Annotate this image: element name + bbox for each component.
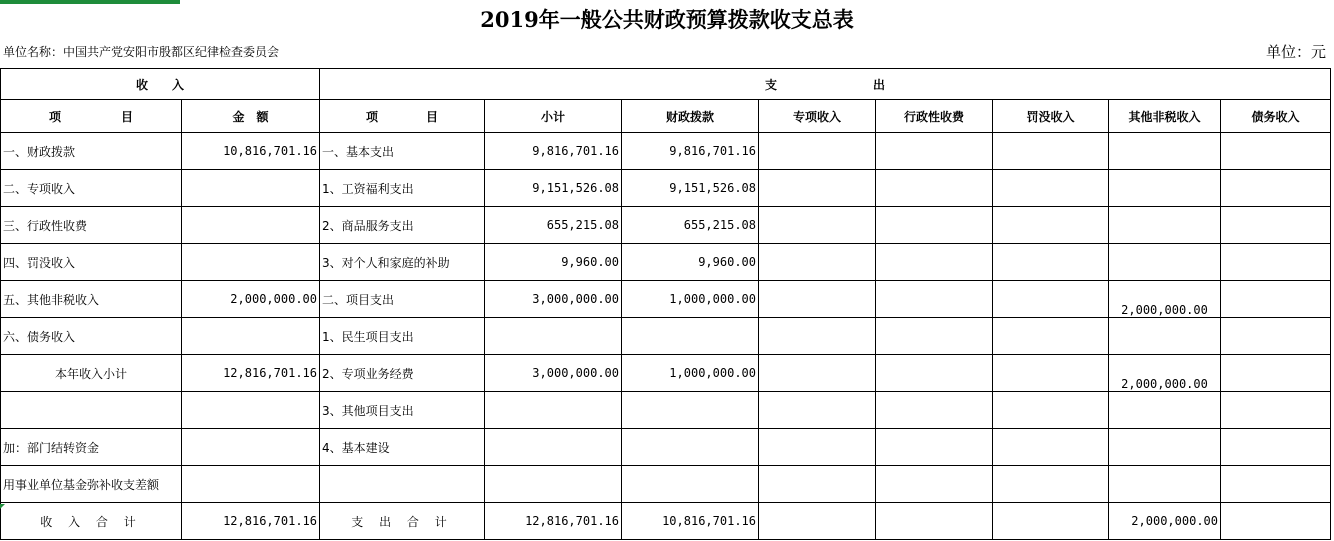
- table-row: [1, 170, 1331, 207]
- fiscal-cell[interactable]: [622, 318, 759, 355]
- nontax-income-cell[interactable]: 2,000,000.00: [1109, 355, 1221, 392]
- subtotal-total-cell[interactable]: 12,816,701.16: [485, 503, 622, 540]
- fine-income-total-cell[interactable]: [993, 503, 1109, 540]
- fine-income-header[interactable]: 罚没收入: [993, 100, 1109, 133]
- fiscal-cell[interactable]: 655,215.08: [622, 207, 759, 244]
- debt-income-cell[interactable]: [1221, 355, 1331, 392]
- expense-total-label[interactable]: 支 出 合 计: [320, 503, 485, 540]
- special-income-total-cell[interactable]: [759, 503, 876, 540]
- nontax-income-cell[interactable]: [1109, 392, 1221, 429]
- income-header[interactable]: 收 入: [1, 69, 320, 100]
- expense-item-cell[interactable]: 1、民生项目支出: [320, 318, 485, 355]
- expense-item-cell[interactable]: 3、其他项目支出: [320, 392, 485, 429]
- income-item-cell[interactable]: 二、专项收入: [1, 170, 182, 207]
- special-income-cell[interactable]: [759, 429, 876, 466]
- nontax-income-cell[interactable]: [1109, 170, 1221, 207]
- header-row-2: [1, 100, 1331, 133]
- income-amount-cell[interactable]: [182, 244, 320, 281]
- income-amount-cell[interactable]: [182, 207, 320, 244]
- table-row: [1, 244, 1331, 281]
- subtotal-cell[interactable]: 9,960.00: [485, 244, 622, 281]
- subtotal-cell[interactable]: [485, 429, 622, 466]
- expense-item-cell[interactable]: 2、商品服务支出: [320, 207, 485, 244]
- fiscal-total-cell[interactable]: 10,816,701.16: [622, 503, 759, 540]
- total-row: [1, 503, 1331, 540]
- table-row: [1, 281, 1331, 318]
- income-item-cell[interactable]: 用事业单位基金弥补收支差额: [1, 466, 182, 503]
- table-row: [1, 466, 1331, 503]
- income-item-cell[interactable]: 五、其他非税收入: [1, 281, 182, 318]
- fine-income-cell[interactable]: [993, 133, 1109, 170]
- fine-income-cell[interactable]: [993, 244, 1109, 281]
- debt-income-cell[interactable]: [1221, 133, 1331, 170]
- header-row-1: [1, 69, 1331, 100]
- fiscal-cell[interactable]: 9,960.00: [622, 244, 759, 281]
- special-income-cell[interactable]: [759, 244, 876, 281]
- subtotal-cell[interactable]: 9,816,701.16: [485, 133, 622, 170]
- income-amount-cell[interactable]: [182, 318, 320, 355]
- income-amount-cell[interactable]: [182, 170, 320, 207]
- expense-item-cell[interactable]: 二、项目支出: [320, 281, 485, 318]
- expense-header[interactable]: 支 出: [320, 69, 1331, 100]
- fine-income-cell[interactable]: [993, 355, 1109, 392]
- fiscal-cell[interactable]: 1,000,000.00: [622, 355, 759, 392]
- debt-income-header[interactable]: 债务收入: [1221, 100, 1331, 133]
- table-row: [1, 133, 1331, 170]
- fine-income-cell[interactable]: [993, 466, 1109, 503]
- subtotal-cell[interactable]: 3,000,000.00: [485, 355, 622, 392]
- income-item-cell[interactable]: 三、行政性收费: [1, 207, 182, 244]
- fiscal-cell[interactable]: [622, 466, 759, 503]
- nontax-income-cell[interactable]: [1109, 429, 1221, 466]
- admin-fee-cell[interactable]: [876, 466, 993, 503]
- income-amount-cell[interactable]: [182, 392, 320, 429]
- admin-fee-cell[interactable]: [876, 170, 993, 207]
- nontax-income-header[interactable]: 其他非税收入: [1109, 100, 1221, 133]
- income-total-label[interactable]: 收 入 合 计: [1, 503, 182, 540]
- special-income-cell[interactable]: [759, 170, 876, 207]
- special-income-cell[interactable]: [759, 281, 876, 318]
- table-row: [1, 318, 1331, 355]
- special-income-cell[interactable]: [759, 318, 876, 355]
- income-item-cell[interactable]: [1, 392, 182, 429]
- admin-fee-total-cell[interactable]: [876, 503, 993, 540]
- admin-fee-cell[interactable]: [876, 207, 993, 244]
- special-income-cell[interactable]: [759, 355, 876, 392]
- row-selection-marker: [0, 504, 5, 509]
- fine-income-cell[interactable]: [993, 207, 1109, 244]
- subtotal-cell[interactable]: 3,000,000.00: [485, 281, 622, 318]
- budget-summary-table: [0, 68, 1331, 540]
- nontax-income-cell[interactable]: 2,000,000.00: [1109, 281, 1221, 318]
- special-income-cell[interactable]: [759, 207, 876, 244]
- income-item-header[interactable]: 项 目: [1, 100, 182, 133]
- income-amount-cell[interactable]: [182, 466, 320, 503]
- fine-income-cell[interactable]: [993, 170, 1109, 207]
- fiscal-cell[interactable]: 1,000,000.00: [622, 281, 759, 318]
- fiscal-cell[interactable]: 9,151,526.08: [622, 170, 759, 207]
- admin-fee-cell[interactable]: [876, 244, 993, 281]
- income-item-cell[interactable]: 加：部门结转资金: [1, 429, 182, 466]
- table-row: [1, 355, 1331, 392]
- nontax-income-cell[interactable]: [1109, 466, 1221, 503]
- nontax-income-cell[interactable]: [1109, 318, 1221, 355]
- special-income-cell[interactable]: [759, 466, 876, 503]
- debt-income-cell[interactable]: [1221, 318, 1331, 355]
- subtotal-header[interactable]: 小计: [485, 100, 622, 133]
- unit-name-label: 单位名称：中国共产党安阳市殷都区纪律检查委员会: [3, 45, 280, 59]
- table-row: [1, 207, 1331, 244]
- income-total-amount[interactable]: 12,816,701.16: [182, 503, 320, 540]
- nontax-income-cell[interactable]: [1109, 207, 1221, 244]
- fiscal-header[interactable]: 财政拨款: [622, 100, 759, 133]
- debt-income-total-cell[interactable]: [1221, 503, 1331, 540]
- income-amount-cell[interactable]: 2,000,000.00: [182, 281, 320, 318]
- debt-income-cell[interactable]: [1221, 207, 1331, 244]
- table-row: [1, 429, 1331, 466]
- expense-item-cell[interactable]: 2、专项业务经费: [320, 355, 485, 392]
- unit-measure-label: 单位：元: [1265, 43, 1326, 61]
- income-item-cell[interactable]: 四、罚没收入: [1, 244, 182, 281]
- admin-fee-cell[interactable]: [876, 392, 993, 429]
- debt-income-cell[interactable]: [1221, 429, 1331, 466]
- fiscal-cell[interactable]: [622, 429, 759, 466]
- expense-item-cell[interactable]: 3、对个人和家庭的补助: [320, 244, 485, 281]
- table-row: [1, 392, 1331, 429]
- sheet-selection-indicator: [0, 0, 180, 4]
- subtotal-cell[interactable]: [485, 392, 622, 429]
- special-income-cell[interactable]: [759, 392, 876, 429]
- expense-item-cell[interactable]: 4、基本建设: [320, 429, 485, 466]
- expense-item-cell[interactable]: 一、基本支出: [320, 133, 485, 170]
- expense-item-cell[interactable]: 1、工资福利支出: [320, 170, 485, 207]
- expense-item-cell[interactable]: [320, 466, 485, 503]
- subtotal-cell[interactable]: 9,151,526.08: [485, 170, 622, 207]
- income-item-cell[interactable]: 本年收入小计: [1, 355, 182, 392]
- fine-income-cell[interactable]: [993, 392, 1109, 429]
- debt-income-cell[interactable]: [1221, 466, 1331, 503]
- admin-fee-cell[interactable]: [876, 355, 993, 392]
- admin-fee-header[interactable]: 行政性收费: [876, 100, 993, 133]
- admin-fee-cell[interactable]: [876, 281, 993, 318]
- fine-income-cell[interactable]: [993, 429, 1109, 466]
- income-item-cell[interactable]: 一、财政拨款: [1, 133, 182, 170]
- debt-income-cell[interactable]: [1221, 392, 1331, 429]
- subtotal-cell[interactable]: 655,215.08: [485, 207, 622, 244]
- income-item-cell[interactable]: 六、债务收入: [1, 318, 182, 355]
- debt-income-cell[interactable]: [1221, 244, 1331, 281]
- debt-income-cell[interactable]: [1221, 170, 1331, 207]
- nontax-income-cell[interactable]: [1109, 244, 1221, 281]
- income-amount-cell[interactable]: [182, 429, 320, 466]
- admin-fee-cell[interactable]: [876, 133, 993, 170]
- income-amount-cell[interactable]: 10,816,701.16: [182, 133, 320, 170]
- income-amount-header[interactable]: 金 额: [182, 100, 320, 133]
- income-amount-cell[interactable]: 12,816,701.16: [182, 355, 320, 392]
- debt-income-cell[interactable]: [1221, 281, 1331, 318]
- admin-fee-cell[interactable]: [876, 318, 993, 355]
- report-title: 2019年一般公共财政预算拨款收支总表: [480, 7, 854, 32]
- nontax-income-total-cell[interactable]: 2,000,000.00: [1109, 503, 1221, 540]
- nontax-income-cell[interactable]: [1109, 133, 1221, 170]
- subtotal-cell[interactable]: [485, 466, 622, 503]
- special-income-header[interactable]: 专项收入: [759, 100, 876, 133]
- fine-income-cell[interactable]: [993, 281, 1109, 318]
- special-income-cell[interactable]: [759, 133, 876, 170]
- fiscal-cell[interactable]: 9,816,701.16: [622, 133, 759, 170]
- fiscal-cell[interactable]: [622, 392, 759, 429]
- subtotal-cell[interactable]: [485, 318, 622, 355]
- admin-fee-cell[interactable]: [876, 429, 993, 466]
- expense-item-header[interactable]: 项 目: [320, 100, 485, 133]
- fine-income-cell[interactable]: [993, 318, 1109, 355]
